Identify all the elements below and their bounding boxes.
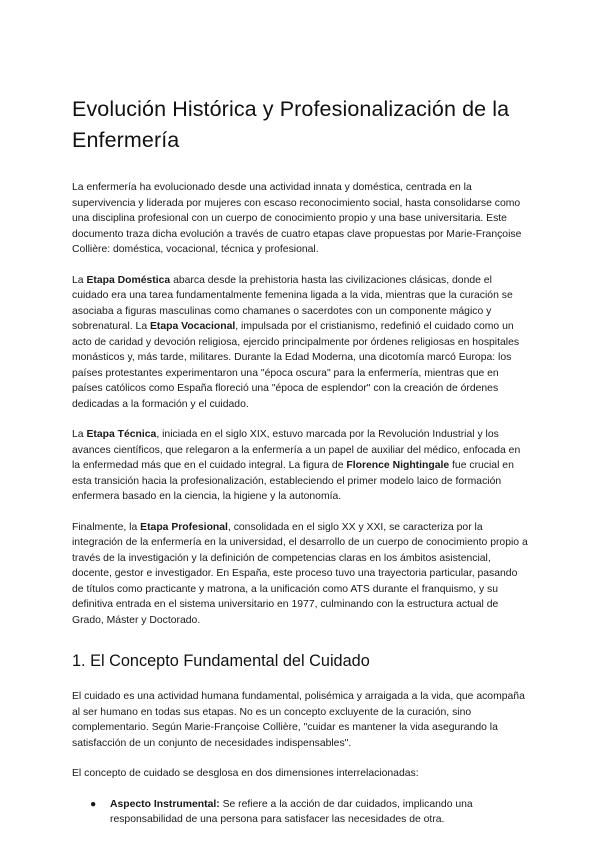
- bold-term-florence-nightingale: Florence Nightingale: [346, 460, 450, 471]
- list-item-text: Se refiere a la acción de dar cuidados, implicando una responsabilidad de una persona para satisfacer las necesidades de otra.: [110, 798, 473, 825]
- paragraph-profesional: [72, 520, 530, 629]
- document-page: [72, 94, 530, 828]
- text-run: La: [72, 429, 87, 440]
- text-run: Finalmente, la: [72, 521, 141, 533]
- section-heading-cuidado: 1. El Concepto Fundamental del Cuidado: [72, 652, 370, 670]
- section-paragraph-1: El cuidado es una actividad humana fundamental, polisémica y arraigada a la vida, que acompaña al ser humano en todas sus etapas. No es un concepto excluyente de la curación, sino complementario. Según Marie-Françoise Collière, "cuidar es mantener la vida asegurando la satisfacción de un conjunto de necesidades indispensables".: [72, 691, 525, 749]
- text-run: abarca desde la prehistoria hasta las civilizaciones clásicas, donde el cuidado era una tarea fundamentalmente femenina ligada a la vida, mientras que la curación se asociaba a figuras masculinas como chamanes o sacerdotes con un componente mágico y sobrenatural. La: [72, 274, 513, 332]
- list-item: [72, 797, 530, 828]
- bold-term-etapa-profesional: Etapa Profesional: [140, 521, 228, 533]
- bold-term-etapa-vocacional: Etapa Vocacional: [149, 321, 236, 332]
- intro-paragraph: La enfermería ha evolucionado desde una actividad innata y doméstica, centrada en la supervivencia y liderada por mujeres con escaso reconocimiento social, hasta consolidarse como una disciplina profesional con un cuerpo de conocimiento propio y una base universitaria. Este documento traza dicha evolución a través de cuatro etapas clave propuestas por Marie-Françoise Collière: doméstica, vocacional, técnica y profesional.: [72, 182, 522, 255]
- section-paragraph-2: El concepto de cuidado se desglosa en dos dimensiones interrelacionadas:: [72, 768, 419, 779]
- paragraph-domestica-vocacional: [72, 273, 530, 413]
- bullet-icon: ●: [90, 798, 97, 810]
- list-item-label: Aspecto Instrumental:: [110, 798, 220, 810]
- dimensions-list: [72, 797, 530, 828]
- document-title: Evolución Histórica y Profesionalización de la Enfermería: [72, 97, 510, 152]
- text-run: , impulsada por el cristianismo, redefinió el cuidado como un acto de caridad y devoción religiosa, ejercido principalmente por órdenes religiosas en hospitales monásticos y, más tarde, militares. Durante la Edad Moderna, una dicotomía marcó Europa: los países protestantes experimentaron una "época oscura" para la enfermería, mientras que en países católicos como España floreció una "época de esplendor" con la creación de órdenes dedicadas a la formación y el cuidado.: [72, 321, 520, 410]
- paragraph-tecnica: [72, 427, 530, 505]
- text-run: , consolidada en el siglo XX y XXI, se caracteriza por la integración de la enfermería en la universidad, el desarrollo de un cuerpo de conocimiento propio a través de la investigación y la definición de competencias claras en los ámbitos asistencial, docente, gestor e investigador. En España, este proceso tuvo una trayectoria particular, pasando de títulos como practicante y matrona, a la unificación como ATS durante el franquismo, y su definitiva entrada en el sistema universitario en 1977, culminando con la estructura actual de Grado, Máster y Doctorado.: [72, 521, 528, 626]
- text-run: fue crucial en esta transición hacia la profesionalización, estableciendo el primer modelo laico de formación enfermera basado en la ciencia, la higiene y la autonomía.: [72, 460, 514, 502]
- bold-term-etapa-tecnica: Etapa Técnica: [86, 429, 157, 440]
- text-run: La: [72, 274, 87, 286]
- bold-term-etapa-domestica: Etapa Doméstica: [86, 274, 171, 286]
- text-run: , iniciada en el siglo XIX, estuvo marcada por la Revolución Industrial y los avances científicos, que relegaron a la enfermería a un papel de auxiliar del médico, enfocada en la enfermedad más que en el cuidado integral. La figura de: [72, 429, 521, 471]
